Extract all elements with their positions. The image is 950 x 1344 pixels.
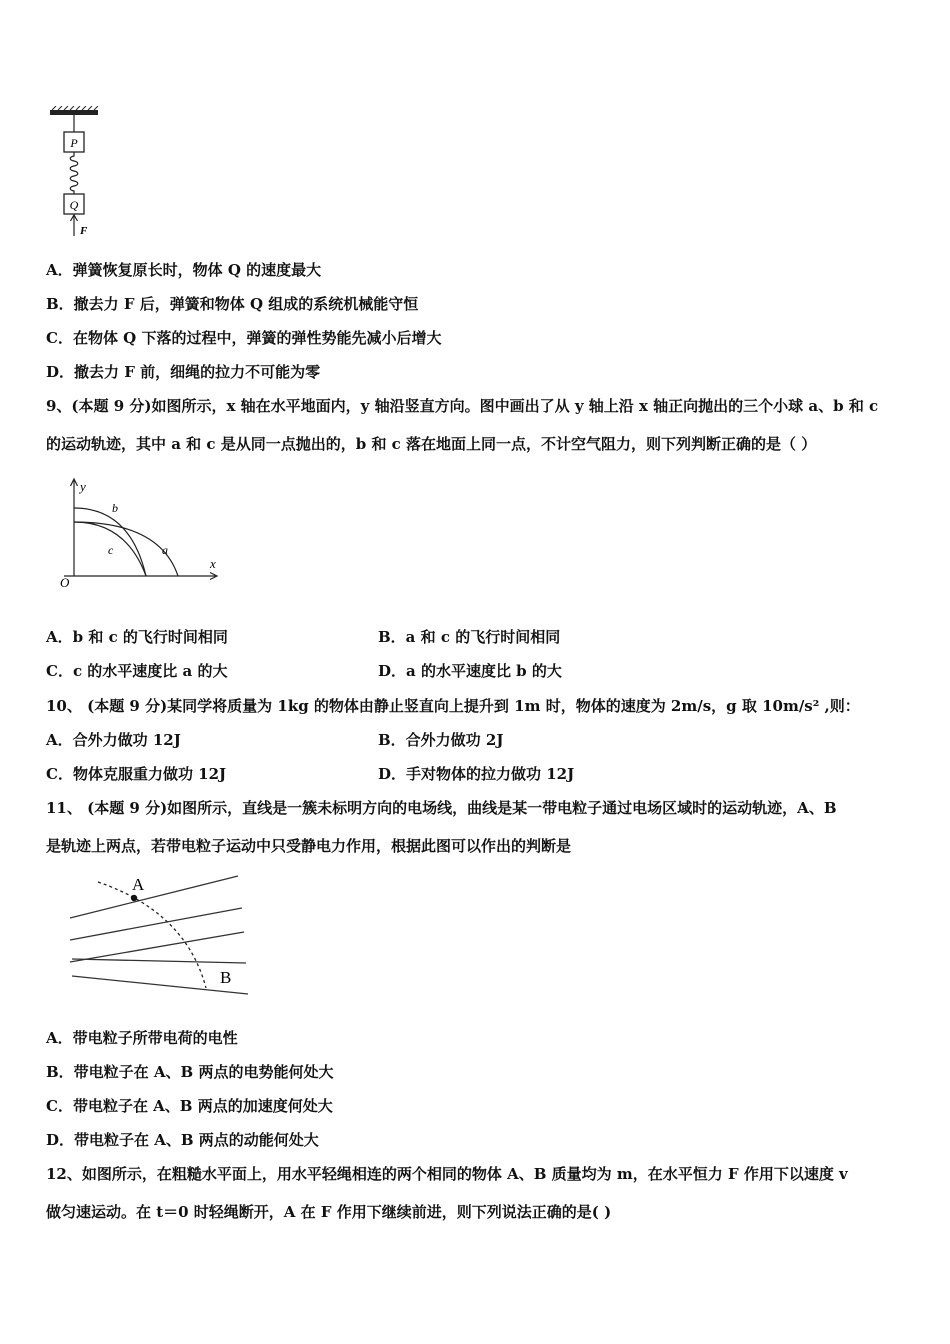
q12-stem-line2: 做匀速运动。在 t＝0 时轻绳断开，A 在 F 作用下继续前进，则下列说法正确的是( ): [46, 1203, 612, 1221]
label-y: y: [80, 479, 86, 494]
q8-option-d: D．撤去力 F 前，细绳的拉力不可能为零: [46, 363, 321, 381]
q11-option-c: C．带电粒子在 A、B 两点的加速度何处大: [46, 1097, 333, 1115]
point-a: [131, 895, 137, 901]
label-c: c: [108, 543, 114, 557]
q10-option-b: B．合外力做功 2J: [378, 731, 504, 749]
q10-stem: 10、 (本题 9 分)某同学将质量为 1kg 的物体由静止竖直向上提升到 1m 时，物体的速度为 2m/s，g 取 10m/s² ,则：: [46, 697, 860, 715]
q10-option-d: D．手对物体的拉力做功 12J: [378, 765, 575, 783]
q9-option-b: B．a 和 c 的飞行时间相同: [378, 628, 561, 646]
q9-stem-line1: 9、(本题 9 分)如图所示，x 轴在水平地面内，y 轴沿竖直方向。图中画出了从 y 轴上沿 x 轴正向抛出的三个小球 a、b 和 c: [46, 397, 879, 415]
label-o: O: [60, 575, 70, 590]
ceiling: [50, 110, 98, 115]
q11-option-d: D．带电粒子在 A、B 两点的动能何处大: [46, 1131, 319, 1149]
label-x: x: [210, 556, 216, 571]
field-lines-figure: [66, 868, 250, 998]
label-f: F: [80, 225, 88, 237]
label-b: b: [112, 501, 118, 515]
spring: [70, 152, 78, 194]
label-q: Q: [69, 198, 79, 212]
spring-blocks-figure: [48, 106, 108, 238]
q9-option-c: C．c 的水平速度比 a 的大: [46, 662, 228, 680]
q8-option-b: B．撤去力 F 后，弹簧和物体 Q 组成的系统机械能守恒: [46, 295, 419, 313]
q11-option-a: A．带电粒子所带电荷的电性: [46, 1029, 238, 1047]
q11-stem-line2: 是轨迹上两点，若带电粒子运动中只受静电力作用，根据此图可以作出的判断是: [46, 837, 572, 855]
label-a: A: [132, 875, 145, 894]
label-p: P: [70, 136, 78, 150]
trajectory-b: [74, 508, 146, 576]
q11-option-b: B．带电粒子在 A、B 两点的电势能何处大: [46, 1063, 334, 1081]
q10-option-a: A．合外力做功 12J: [46, 731, 181, 749]
projectile-figure: [50, 474, 226, 590]
q8-option-c: C．在物体 Q 下落的过程中，弹簧的弹性势能先减小后增大: [46, 329, 442, 347]
q9-option-a: A．b 和 c 的飞行时间相同: [46, 628, 228, 646]
q12-stem-line1: 12、如图所示，在粗糙水平面上，用水平轻绳相连的两个相同的物体 A、B 质量均为 m，在水平恒力 F 作用下以速度 v: [46, 1165, 848, 1183]
label-b: B: [220, 968, 232, 987]
q9-stem-line2: 的运动轨迹，其中 a 和 c 是从同一点抛出的，b 和 c 落在地面上同一点，不计空气阻力，则下列判断正确的是（ ）: [46, 435, 817, 453]
q9-option-d: D．a 的水平速度比 b 的大: [378, 662, 562, 680]
q8-option-a: A．弹簧恢复原长时，物体 Q 的速度最大: [46, 261, 322, 279]
q11-stem-line1: 11、 (本题 9 分)如图所示，直线是一簇未标明方向的电场线，曲线是某一带电粒子通过电场区域时的运动轨迹，A、B: [46, 799, 837, 817]
q10-option-c: C．物体克服重力做功 12J: [46, 765, 227, 783]
label-a: a: [162, 543, 168, 557]
